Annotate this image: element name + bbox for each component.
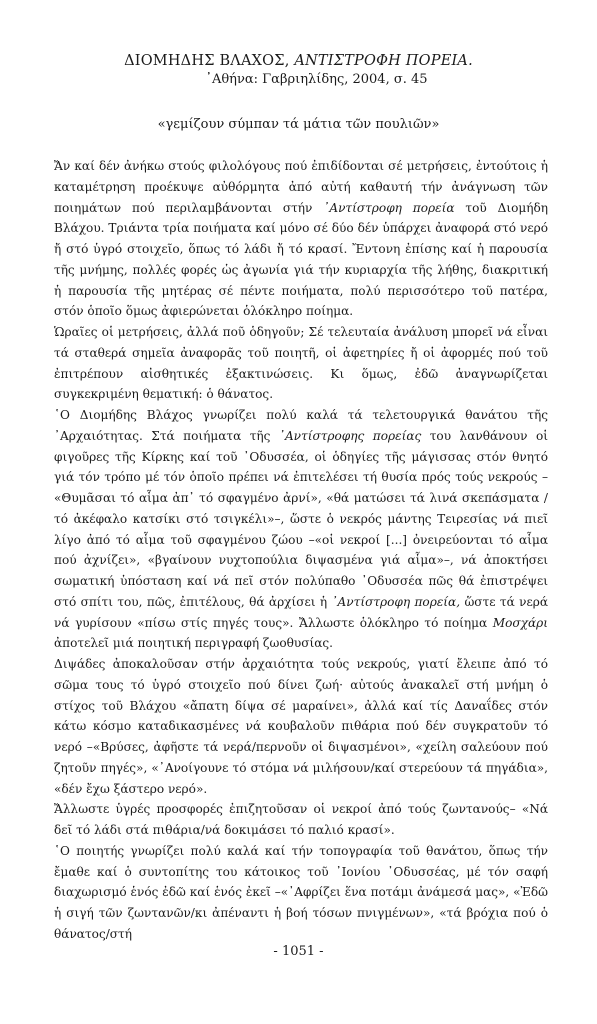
paragraph bbox=[54, 322, 548, 405]
italic-title: ᾿Αντίστροφη πορεία, bbox=[331, 594, 461, 609]
text-run: του λανθάνουν οἱ φιγοῦρες τῆς Κίρκης καί τοῦ ᾿Οδυσσέα, οἱ ὁδηγίες τῆς μάγισσας στόν θνητό γιά τόν τρόπο μέ τόν ὁποῖο πρέπει νά ἐπιτελέσει τή θυσία πρός τούς νεκρούς – «Θυμᾶσαι τό αἷμα ἀπ᾿ τό σφαγμένο ἀρνί», «θά ματώσει τά λινά σκεπάσματα / τό ἀκέφαλο κατσίκι στό τσιγκέλι»–, ὥστε ὁ νεκρός μάντης Τειρεσίας νά πιεῖ λίγο ἀπό τό αἷμα τοῦ σφαγμένου ζώου –«οἱ νεκροί [...] ὀνειρεύονται τό αἷμα πού ἀχνίζει», «βγαίνουν νυχτοπούλια διψασμένα γιά αἷμα»–, νά ἀποκτήσει σωματική ὑπόσταση καί νά πεῖ στόν πολύπαθο ᾿Οδυσσέα πῶς θά ἐπιστρέψει στό σπίτι του, πῶς, ἐπιτέλους, θά ἀρχίσει ἡ bbox=[54, 428, 548, 609]
text-run: Ὡραῖες οἱ μετρήσεις, ἀλλά ποῦ ὁδηγοῦν; Σέ τελευταία ἀνάλυση μπορεῖ νά εἶναι τά σταθερά σημεῖα ἀναφορᾶς τοῦ ποιητῆ, οἱ ἀφετηρίες ἤ οἱ ἀφορμές πού τοῦ ἐπιτρέπουν αἰσθητικές ἐξακτινώσεις. Κι ὅμως, ἐδῶ ἀναγνωρίζεται συγκεκριμένη θεματική: ὁ θάνατος. bbox=[54, 325, 548, 402]
publication-info: ᾿Αθήνα: Γαβριηλίδης, 2004, σ. 45 bbox=[205, 72, 428, 87]
text-run: Ἄν καί δέν ἀνήκω στούς φιλολόγους πού ἐπιδίδονται σέ μετρήσεις, ἐντούτοις ἡ καταμέτρηση προέκυψε αὐθόρμητα ἀπό αὐτή καθαυτή τήν ἀνάγνωση τῶν ποιημάτων πού περιλαμβάνονται στήν bbox=[54, 159, 548, 215]
italic-title: Μοσχάρι bbox=[492, 615, 548, 630]
author-name: ΔΙΟΜΗΔΗΣ ΒΛΑΧΟΣ, bbox=[124, 53, 290, 69]
text-run: Διψάδες ἀποκαλοῦσαν στήν ἀρχαιότητα τούς νεκρούς, γιατί ἔλειπε ἀπό τό σῶμα τους τό ὑγρό στοιχεῖο πού δίνει ζωή· αὐτούς ἀνακαλεῖ στή μνήμη ὁ στίχος τοῦ Βλάχου «ἄπατη δίψα σέ μαραίνει», ἀλλά καί τίς Δαναΐδες στόν κάτω κόσμο καταδικασμένες νά κουβαλοῦν πιθάρια πού δέν συγκρατοῦν τό νερό –«Βρύσες, ἀφῆστε τά νερά/περνοῦν οἱ διψασμένοι», «χείλη σαλεύουν πού ζητοῦν πηγές», «᾿Ανοίγουνε τό στόμα νά μιλήσουν/καί στερεύουν τά πηγάδια», «δέν ἔχω ξάστερο νερό». bbox=[54, 657, 548, 796]
paragraph bbox=[54, 654, 548, 799]
text-run: ῾Ο Διομήδης Βλάχος γνωρίζει πολύ καλά τά τελετουργικά θανάτου τῆς ᾿Αρχαιότητας. Στά ποιήματα τῆς bbox=[54, 408, 548, 443]
italic-title: ᾿Αντίστροφη πορεία bbox=[323, 200, 455, 215]
paragraph bbox=[54, 841, 548, 945]
paragraph bbox=[54, 799, 548, 841]
book-title: ΑΝΤΙΣΤΡΟΦΗ ΠΟΡΕΙΑ. bbox=[294, 53, 473, 69]
italic-title: ᾿Αντίστροφης πορείας bbox=[278, 428, 422, 443]
book-heading bbox=[0, 52, 597, 71]
text-run: ὥστε τά νερά νά γυρίσουν «πίσω στίς πηγές τους». Ἄλλωστε ὁλόκληρο τό ποίημα bbox=[54, 594, 549, 630]
text-run: Ἄλλωστε ὑγρές προσφορές ἐπιζητοῦσαν οἱ νεκροί ἀπό τούς ζωντανούς– «Νά δεῖ τό λάδι στά πιθάρια/νά δοκιμάσει τό παλιό κρασί». bbox=[54, 802, 548, 837]
page-number: - 1051 - bbox=[273, 944, 324, 959]
page-header bbox=[0, 52, 597, 89]
text-run: ἀποτελεῖ μιά ποιητική περιγραφή ζωοθυσίας. bbox=[54, 636, 334, 651]
paragraph bbox=[54, 405, 548, 654]
text-run: τοῦ Διομήδη Βλάχου. Τριάντα τρία ποιήματα καί μόνο σέ δύο δέν ὑπάρχει ἀναφορά στό νερό ἤ στό ὑγρό στοιχεῖο, ὅπως τό λάδι ἤ τό κρασί. Ἔντονη ἐπίσης καί ἡ παρουσία τῆς μνήμης, πολλές φορές ὡς ἀγωνία γιά τήν κυριαρχία τῆς λήθης, διακριτική ἡ παρουσία τῆς μητέρας σέ πέντε ποιήματα, πολύ περισσότερο τοῦ πατέρα, στόν ὁποῖο ὅμως ἀφιερώνεται ὁλόκληρο ποίημα. bbox=[54, 200, 548, 319]
text-run: ῾Ο ποιητής γνωρίζει πολύ καλά καί τήν τοπογραφία τοῦ θανάτου, ὅπως τήν ἔμαθε καί ὁ συντοπίτης του κάτοικος τοῦ ᾿Ιονίου ᾿Οδυσσέας, μέ τόν σαφή διαχωρισμό ἑνός ἐδῶ καί ἑνός ἐκεῖ –«᾿Αφρίζει ἕνα ποτάμι ἀνάμεσά μας», «Ἐδῶ ἡ σιγή τῶν ζωντανῶν/κι ἀπέναντι ἡ βοή τόσων πνιγμένων», «τά βρόχια πού ὁ θάνατος/στή bbox=[54, 843, 548, 941]
paragraph bbox=[54, 156, 548, 322]
review-body bbox=[54, 156, 548, 945]
review-title: «γεμίζουν σύμπαν τά μάτια τῶν πουλιῶν» bbox=[157, 117, 440, 132]
